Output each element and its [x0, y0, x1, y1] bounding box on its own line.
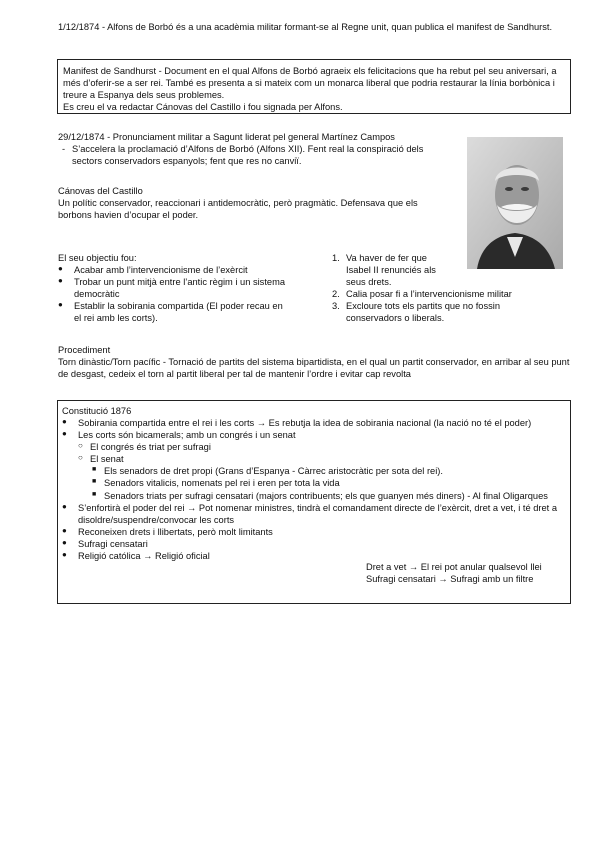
pronunciament-bullet-text: S’accelera la proclamació d’Alfons de Borbó (Alfons XII). Fent real la conspiració dels sectors conservadors espanyols; fent que res no canviï.	[72, 144, 424, 167]
portrait-image	[467, 137, 563, 269]
pronunciament-title: 29/12/1874 - Pronunciament militar a Sagunt liderat pel general Martínez Campos	[58, 132, 395, 142]
note-veto: Dret a vet → El rei pot anular qualsevol llei	[366, 562, 542, 572]
objectiu-section	[58, 252, 290, 324]
list-item: ● Sufragi censatari	[62, 538, 564, 550]
procediment-text: Torn dinàstic/Torn pacífic - Tornació de partits del sistema bipartidista, en el qual un partit conservador, en arribar al seu punt de desgast, cedeix el torn al partit liberal per tal de mantenir l’ordre i evitar cap revolta	[58, 357, 570, 380]
canovas-section	[58, 185, 453, 221]
procediment-section	[58, 344, 573, 380]
list-item	[332, 288, 562, 300]
constitucio-notes	[366, 561, 566, 585]
list-text: Excloure tots els partits que no fossin conservadors o liberals.	[346, 301, 500, 324]
list-item: ■ Els senadors de dret propi (Grans d’Espanya - Càrrec aristocràtic per sota del rei).	[62, 465, 564, 477]
constitucio-heading: Constitució 1876	[62, 406, 132, 416]
numbered-section	[332, 252, 562, 324]
intro-text: 1/12/1874 - Alfons de Borbó és a una acadèmia militar formant-se al Regne unit, quan publica el manifest de Sandhurst.	[58, 22, 553, 32]
pronunciament-section	[58, 131, 453, 167]
constitucio-list	[62, 417, 564, 562]
list-number: 1.	[332, 253, 340, 263]
list-item: ● Acabar amb l’intervencionisme de l’exèrcit	[58, 264, 290, 276]
canovas-heading: Cánovas del Castillo	[58, 186, 143, 196]
intro-paragraph	[58, 21, 558, 33]
list-item: ■ Senadors vitalicis, nomenats pel rei i eren per tota la vida	[62, 477, 564, 489]
portrait-photo-icon	[467, 137, 563, 269]
list-item: ● S’enfortirà el poder del rei → Pot nomenar ministres, tindrà el comandament directe de l’exèrcit, dret a vet, i té dret a disoldre/suspendre/convocar les corts	[62, 502, 564, 526]
list-item: ● Sobirania compartida entre el rei i les corts → Es rebutja la idea de sobirania nacional (la nació no té el poder)	[62, 417, 564, 429]
list-item	[332, 252, 451, 288]
manifest-box	[57, 59, 571, 114]
manifest-text: Manifest de Sandhurst - Document en el qual Alfons de Borbó agraeix els felicitacions que ha rebut pel seu aniversari, a més d’oferir-se a ser rei. També es presenta a si mateix com un monarca liberal que podria restaurar la línia borbònica i treure a Espanya dels seus problemes.	[63, 66, 557, 101]
note-sufragi: Sufragi censatari → Sufragi amb un filtre	[366, 574, 534, 585]
manifest-note: Es creu el va redactar Cánovas del Castillo i fou signada per Alfons.	[63, 102, 343, 113]
list-text: Calia posar fi a l’intervencionisme militar	[346, 289, 512, 300]
objectiu-list	[58, 264, 290, 324]
list-item: ● Establir la sobirania compartida (El poder recau en el rei amb les corts).	[58, 300, 290, 324]
list-number: 2.	[332, 289, 340, 300]
pronunciament-bullet	[58, 143, 453, 167]
list-item: ■ Senadors triats per sufragi censatari (majors contribuents; els que guanyen més diners) - Al final Oligarques	[62, 490, 564, 502]
objectiu-heading: El seu objectiu fou:	[58, 253, 137, 263]
procediment-heading: Procediment	[58, 345, 111, 355]
list-item: ● Trobar un punt mitjà entre l’antic règim i un sistema democràtic	[58, 276, 290, 300]
list-item: ● Les corts són bicamerals; amb un congrés i un senat	[62, 429, 564, 441]
list-text: Va haver de fer que Isabel II renunciés als seus drets.	[346, 253, 436, 288]
list-item: ● Reconeixen drets i llibertats, però molt limitants	[62, 526, 564, 538]
list-item: ○ El senat	[62, 453, 564, 465]
canovas-text: Un polític conservador, reaccionari i antidemocràtic, però pragmàtic. Defensava que els borbons havien d’ocupar el poder.	[58, 198, 418, 221]
list-item: ● Religió católica → Religió oficial	[62, 550, 564, 562]
list-number: 3.	[332, 301, 340, 312]
list-item: ○ El congrés és triat per sufragi	[62, 441, 564, 453]
list-item	[332, 300, 521, 324]
constitucio-box	[57, 400, 571, 604]
